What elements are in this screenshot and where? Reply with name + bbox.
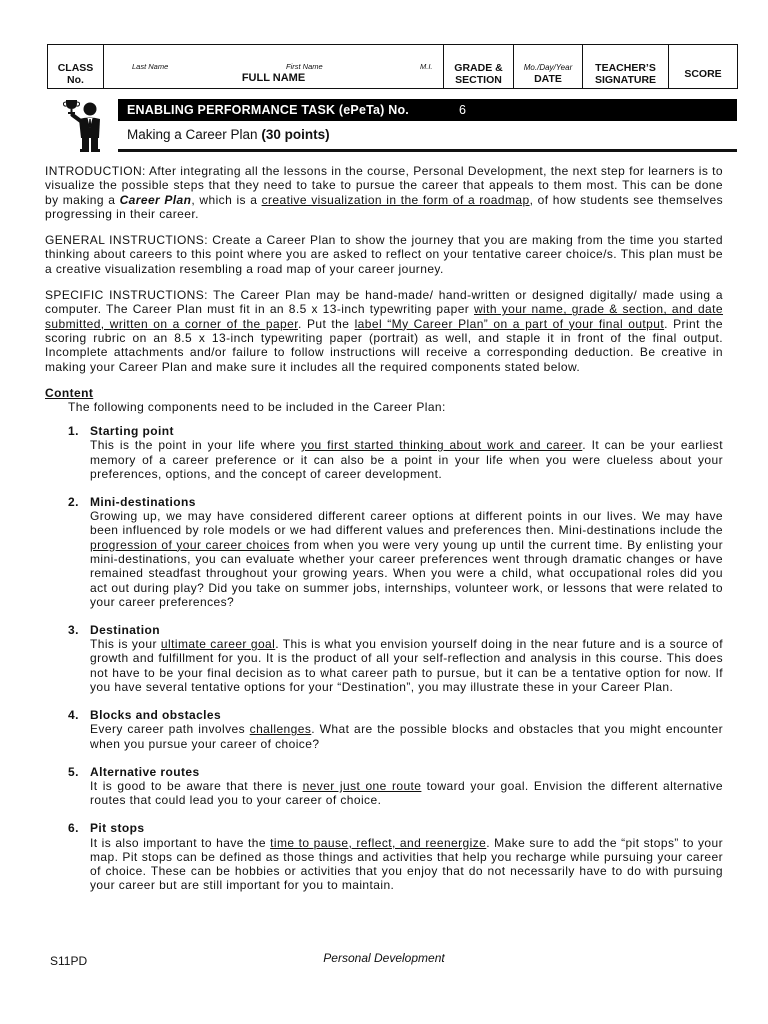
text-segment: It is also important to have the <box>90 835 271 850</box>
text-segment: from when you were very young up until the current time. By enlisting your mini-destinations, you can evaluate whether your career preferences went through dramatic changes or have remained steadfast throughout your growing years. When you were a child, what occupational roles did you act out during play? Did you take on summer jobs, internships, volunteer work, or lessons that were related to your career preferences? <box>90 537 723 609</box>
date-label: DATE <box>534 72 562 85</box>
general-instructions-paragraph <box>45 233 723 276</box>
date-cell <box>513 44 583 89</box>
component-item-starting-point <box>45 424 723 481</box>
task-banner-label: ENABLING PERFORMANCE TASK (ePeTa) No. <box>127 103 409 117</box>
class-no-cell <box>47 44 104 89</box>
text-segment: GENERAL INSTRUCTIONS: Create a Career Plan to show the journey that you are making from the time you started thinking about careers to this point where you are asked to reflect on your tentative career choice/s. This plan must be a creative visualization resembling a road map of your career journey. <box>45 233 723 276</box>
introduction-paragraph <box>45 164 723 221</box>
component-item-destination <box>45 623 723 694</box>
item-body <box>90 438 723 481</box>
underlined-text: with your name, grade & section, and date submitted, written on a corner of the paper <box>45 302 723 331</box>
task-title <box>118 121 737 152</box>
item-number: 3. <box>68 622 79 637</box>
component-item-blocks-and-obstacles <box>45 708 723 751</box>
text-segment: . Print the scoring rubric on an 8.5 x 13-inch typewriting paper (portrait) as well, and staple it in front of the final output. Incomplete attachments and/or failure to follow instructions will receive a corresponding deduction. Be creative in making your Career Plan and make sure it includes all the required components stated below. <box>45 316 723 374</box>
component-item-alternative-routes <box>45 765 723 808</box>
item-title: Mini-destinations <box>90 494 196 509</box>
content-heading: Content <box>45 385 94 400</box>
trophy-person-icon <box>62 98 104 152</box>
item-number: 2. <box>68 494 79 509</box>
underlined-text: label “My Career Plan” on a part of your final output <box>354 316 665 331</box>
text-segment: INTRODUCTION: After integrating all the lessons in the course, Personal Development, the next step for learners is to visualize the possible steps that they need to take to pursue the career that appeals to them most. This can be done by making a <box>45 164 723 207</box>
item-body <box>90 509 723 609</box>
last-name-sublabel: Last Name <box>132 62 169 71</box>
text-segment: . Make sure to add the “pit stops” to your map. Pit stops can be defined as those things and activities that help you recharge while pursuing your career of choice. These can be hobbies or activities that you enjoy that do not necessarily have to do with pursuing your career but are still important for you to maintain. <box>90 835 724 893</box>
item-body <box>90 779 723 808</box>
item-number: 6. <box>68 821 79 836</box>
underlined-text: challenges <box>249 722 312 737</box>
item-title: Blocks and obstacles <box>90 708 222 723</box>
teacher-signature-label-line2: SIGNATURE <box>594 73 657 86</box>
full-name-label: FULL NAME <box>241 72 306 84</box>
document-body <box>45 164 723 893</box>
text-segment: toward your goal. Envision the different alternative routes that could lead you to your career of choice. <box>90 778 724 808</box>
text-segment: It is good to be aware that there is <box>90 778 303 793</box>
component-item-pit-stops <box>45 821 723 892</box>
text-segment: Growing up, we may have considered different career options at different points in our lives. We may have been influenced by role models or we had different values and preferences then. Mini-destinations include the <box>90 509 723 538</box>
text-segment: . Put the <box>298 316 355 331</box>
emphasized-text: Career Plan <box>119 192 192 207</box>
grade-section-label-line2: SECTION <box>455 73 502 86</box>
underlined-text: ultimate career goal <box>160 637 276 652</box>
item-number: 1. <box>68 423 79 438</box>
item-body <box>90 637 723 694</box>
grade-section-cell <box>443 44 514 89</box>
item-title: Starting point <box>90 423 174 438</box>
text-segment: . It can be your earliest memory of a career preference or it can also be a point in your life when you were clueless about your preferences, options, and the concept of career development. <box>90 438 723 481</box>
text-segment: . What are the possible blocks and obstacles that you might encounter when you pursue your career of choice? <box>90 722 723 751</box>
first-name-sublabel: First Name <box>286 62 323 71</box>
text-segment: This is the point in your life where <box>90 438 302 453</box>
grade-section-label-line1: GRADE & <box>454 61 503 74</box>
underlined-text: never just one route <box>302 778 422 793</box>
task-title-text: Making a Career Plan <box>127 127 262 142</box>
specific-instructions-paragraph <box>45 288 723 374</box>
score-label: SCORE <box>684 67 722 80</box>
item-title: Alternative routes <box>90 764 200 779</box>
teacher-signature-label-line1: TEACHER’S <box>595 61 656 74</box>
component-item-mini-destinations <box>45 495 723 609</box>
item-body <box>90 836 723 893</box>
score-cell <box>668 44 738 89</box>
item-number: 5. <box>68 764 79 779</box>
text-segment: Every career path involves <box>90 722 250 737</box>
middle-initial-sublabel: M.I. <box>420 62 433 71</box>
date-format-sublabel: Mo./Day/Year <box>523 62 573 72</box>
task-banner <box>118 99 737 121</box>
underlined-text: time to pause, reflect, and reenergize <box>270 835 487 850</box>
content-lead: The following components need to be included in the Career Plan: <box>68 400 446 415</box>
item-body <box>90 722 723 751</box>
class-no-label-line1: CLASS <box>57 61 94 74</box>
text-segment: This is your <box>90 637 161 652</box>
text-segment: , which is a <box>191 192 262 207</box>
student-info-table <box>47 44 738 89</box>
teacher-signature-cell <box>582 44 669 89</box>
underlined-text: you first started thinking about work and career <box>301 438 583 453</box>
item-title: Pit stops <box>90 821 145 836</box>
text-segment: , of how students see themselves progressing in their career. <box>45 192 723 221</box>
task-points: (30 points) <box>261 127 330 142</box>
underlined-text: creative visualization in the form of a roadmap <box>261 192 530 207</box>
task-number: 6 <box>459 103 466 117</box>
footer-subject: Personal Development <box>323 951 445 965</box>
full-name-cell <box>103 44 444 89</box>
underlined-text: progression of your career choices <box>90 537 290 552</box>
class-no-label-line2: No. <box>67 73 84 86</box>
item-title: Destination <box>90 622 160 637</box>
footer-course-code: S11PD <box>50 954 88 968</box>
item-number: 4. <box>68 708 79 723</box>
text-segment: . This is what you envision yourself doing in the near future and is a source of growth and fulfillment for you. It is the product of all your self-reflection and analysis in this course. This does not have to be your final decision as to what career path to pursue, but it can be a tentative option for now. If you have several tentative options for your “Destination”, you may illustrate these in your Career Plan. <box>90 637 723 695</box>
text-segment: SPECIFIC INSTRUCTIONS: The Career Plan may be hand-made/ hand-written or designed digitally/ made using a computer. The Career Plan must fit in an 8.5 x 13-inch typewriting paper <box>45 288 723 317</box>
